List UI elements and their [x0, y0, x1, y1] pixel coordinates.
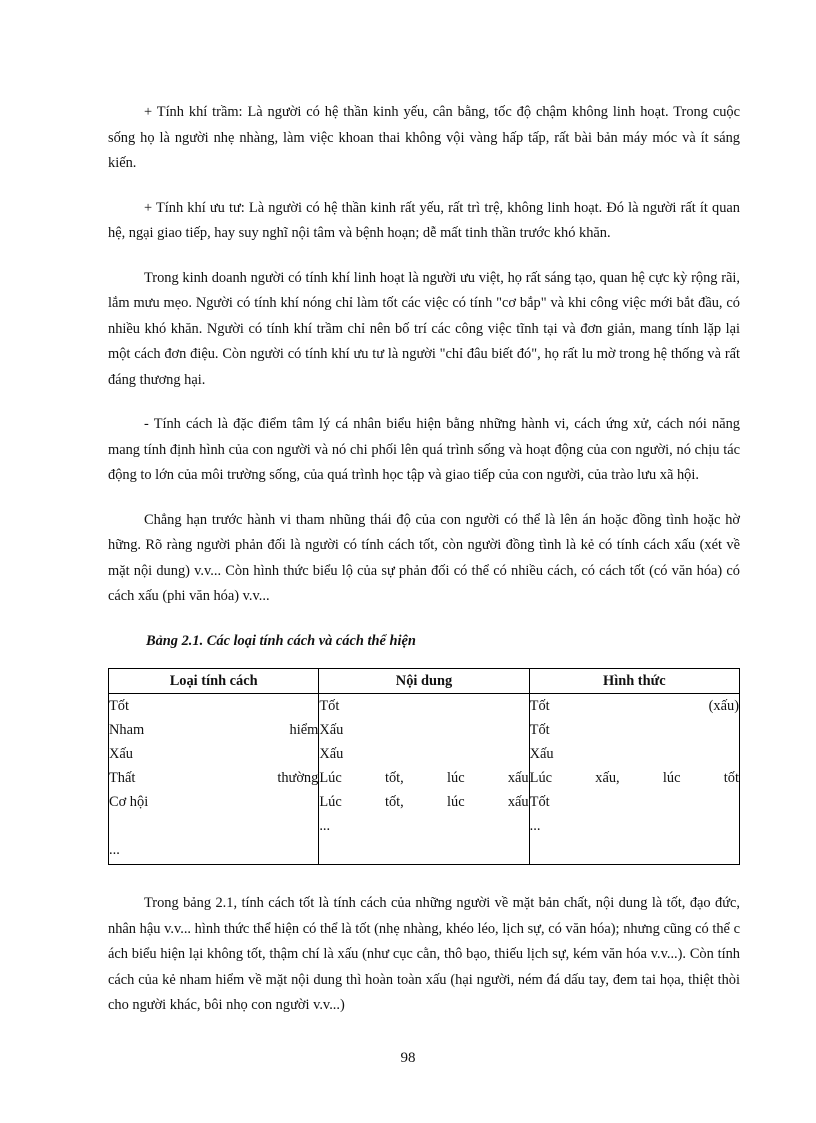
paragraph-bang-2-1: Trong bảng 2.1, tính cách tốt là tính cách của những người về mặt bản chất, nội dung là tốt, đạo đức, nhân hậu v.v... hình thức thể hiện có thể là tốt (nhẹ nhàng, khéo léo, lịch sự, có văn hóa); nhưng cũng có thể c ách biểu hiện lại không tốt, thậm chí là xấu (như cục cằn, thô bạo, thiếu lịch sự, kém văn hóa v.v...). Còn tính cách của kẻ nham hiểm về mặt nội dung thì hoàn toàn xấu (hại người, ném đá dấu tay, đem tai họa, thiệt thòi cho người khác, bôi nhọ con người v.v...) [108, 895, 740, 1013]
cell-text: lúc [447, 770, 465, 786]
table-cell [109, 766, 319, 790]
cell-text: thường [277, 770, 319, 786]
table-cell [529, 742, 739, 766]
cell-text: lúc [447, 794, 465, 810]
table-cell [319, 742, 529, 766]
table-cell [319, 814, 529, 838]
table-cell [109, 718, 319, 742]
cell-text: Nham [109, 722, 145, 738]
cell-text: Lúc [529, 770, 553, 786]
table-caption: Bảng 2.1. Các loại tính cách và cách thể hiện [146, 632, 416, 649]
table-cell [109, 694, 319, 719]
table-cell [319, 718, 529, 742]
table-cell [529, 766, 739, 790]
table-cell [319, 790, 529, 814]
table-cell [109, 742, 319, 766]
cell-text: Tốt [529, 794, 550, 810]
page-content [108, 100, 740, 1019]
table-row [109, 766, 740, 790]
cell-text: Lúc [319, 770, 342, 786]
cell-text: Tốt [319, 698, 340, 714]
paragraph-tinh-cach: - Tính cách là đặc điểm tâm lý cá nhân biểu hiện bằng những hành vi, cách ứng xử, cách nói năng mang tính định hình của con người và nó chi phối lên quá trình sống và hoạt động của con người, nó chịu tác động to lớn của môi trường sống, của quá trình học tập và giao tiếp của con người, của trào lưu xã hội. [108, 416, 740, 483]
table-cell [109, 838, 319, 865]
cell-text: xấu [507, 770, 529, 786]
cell-text: tốt, [384, 794, 404, 810]
table-cell [529, 838, 739, 865]
paragraph-tham-nhung: Chẳng hạn trước hành vi tham nhũng thái độ của con người có thể là lên án hoặc đồng tình hoặc hờ hững. Rõ ràng người phản đối là người có tính cách tốt, còn người đồng tình là kẻ có tính cách xấu (xét về mặt nội dung) v.v... Còn hình thức biểu lộ của sự phản đối có thể có nhiều cách, có cách tốt (có văn hóa) có cách xấu (phi văn hóa) v.v... [108, 511, 740, 604]
table-row [109, 838, 740, 865]
cell-text: xấu, [595, 770, 620, 786]
cell-text: Lúc [319, 794, 342, 810]
paragraph-tinh-khi-tram: + Tính khí trầm: Là người có hệ thần kinh yếu, cân bằng, tốc độ chậm không linh hoạt. Trong cuộc sống họ là người nhẹ nhàng, làm việc khoan thai không vội vàng hấp tấp, rất bài bản máy móc và ít sáng kiến. [108, 104, 740, 171]
table-row [109, 790, 740, 814]
cell-text: ... [319, 818, 331, 834]
table-cell [319, 838, 529, 865]
header-hinh-thuc: Hình thức [529, 669, 739, 694]
header-loai-tinh-cach: Loại tính cách [109, 669, 319, 694]
personality-table [108, 668, 740, 865]
cell-text: Tốt [109, 698, 129, 714]
cell-text: tốt, [384, 770, 404, 786]
table-cell [109, 814, 319, 838]
paragraph-kinh-doanh: Trong kinh doanh người có tính khí linh hoạt là người ưu việt, họ rất sáng tạo, quan hệ cực kỳ rộng rãi, lắm mưu mẹo. Người có tính khí nóng chỉ làm tốt các việc có tính "cơ bắp" và khi công việc mới bắt đầu, có nhiều khó khăn. Người có tính khí trầm chỉ nên bố trí các công việc tĩnh tại và đơn giản, mang tính lặp lại một cách đơn điệu. Còn người có tính khí ưu tư là người "chỉ đâu biết đó", họ rất lu mờ trong hệ thống và rất đáng thương hại. [108, 269, 740, 388]
table-row [109, 694, 740, 719]
cell-text: hiểm [289, 722, 319, 738]
table-row [109, 718, 740, 742]
table-cell [109, 790, 319, 814]
cell-text: tốt [723, 770, 739, 786]
table-cell [529, 718, 739, 742]
cell-text: Xấu [319, 746, 344, 762]
paragraph-tinh-khi-uu-tu: + Tính khí ưu tư: Là người có hệ thần kinh rất yếu, rất trì trệ, không linh hoạt. Đó là người rất ít quan hệ, ngại giao tiếp, hay suy nghĩ nội tâm và bệnh hoạn; dễ mất tinh thần trước khó khăn. [108, 199, 740, 241]
table-row [109, 814, 740, 838]
cell-text: xấu [507, 794, 529, 810]
table-cell [319, 694, 529, 719]
page-number: 98 [400, 1050, 416, 1066]
table-body [109, 694, 740, 865]
cell-text: Xấu [319, 722, 344, 738]
cell-text: Tốt [529, 722, 550, 738]
cell-text: lúc [662, 770, 681, 786]
header-noi-dung: Nội dung [319, 669, 529, 694]
cell-text: Xấu [529, 746, 554, 762]
table-cell [529, 694, 739, 719]
cell-text: (xấu) [708, 698, 739, 714]
cell-text: Thất [109, 770, 136, 786]
table-row [109, 742, 740, 766]
cell-text: ... [109, 842, 120, 858]
table-header-row [109, 669, 740, 694]
cell-text: Cơ hội [109, 794, 149, 810]
table-cell [529, 814, 739, 838]
table-cell [319, 766, 529, 790]
table-cell [529, 790, 739, 814]
cell-text: Xấu [109, 746, 133, 762]
cell-text: Tốt [529, 698, 550, 714]
cell-text: ... [529, 818, 541, 834]
